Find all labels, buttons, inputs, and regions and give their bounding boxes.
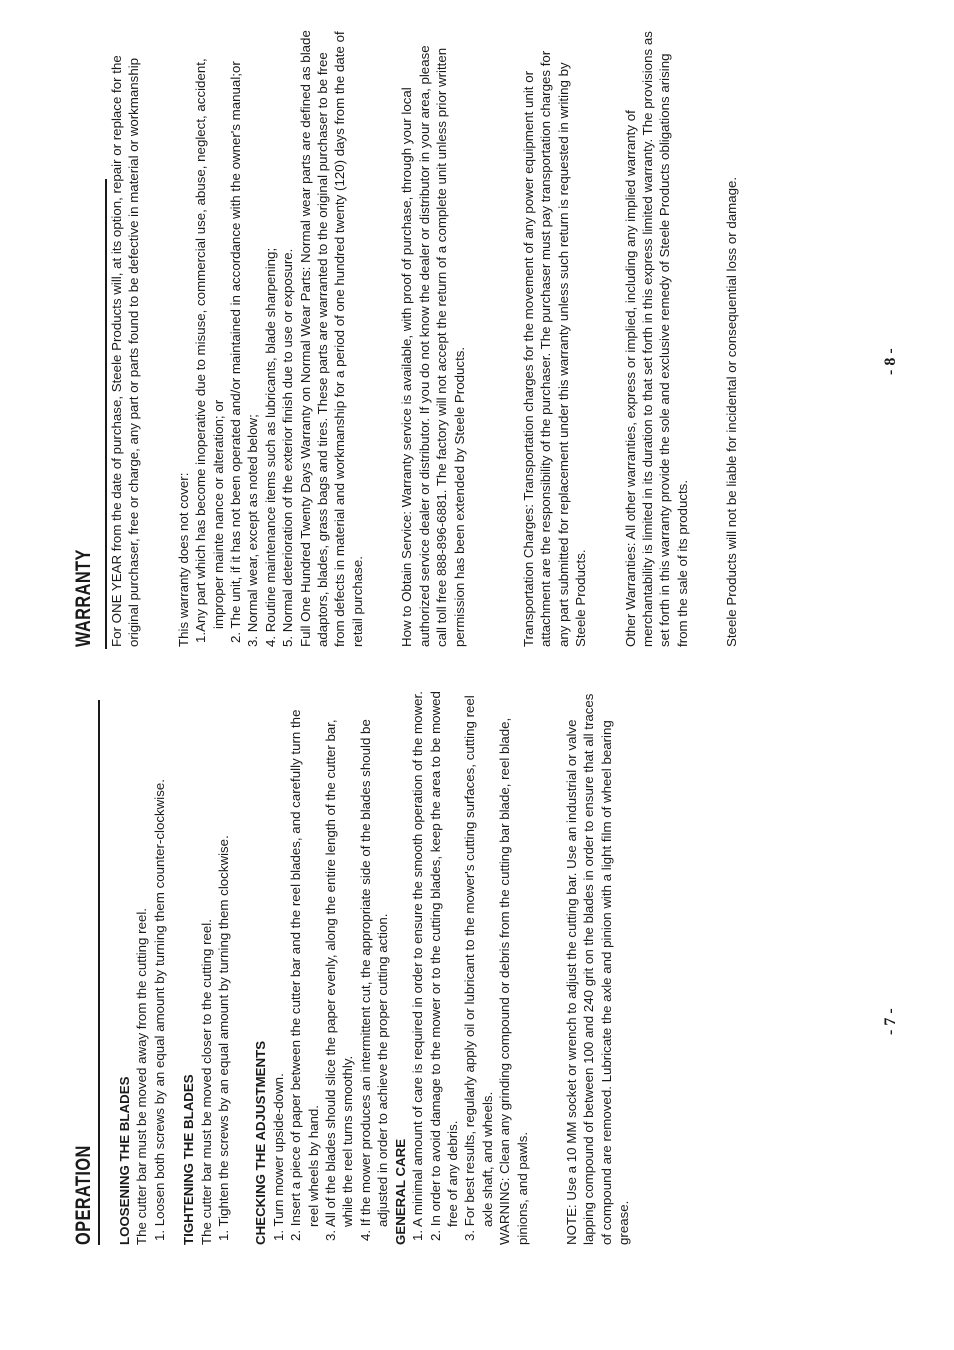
operation-title: OPERATION — [72, 1145, 95, 1245]
warranty-exclusion-3: 3. Normal wear, except as noted below; — [245, 414, 261, 647]
warranty-content — [72, 27, 741, 647]
warranty-exclusion-4: 4. Routine maintenance items such as lubricants, blade sharpening; — [262, 247, 278, 647]
warranty-wear-parts: Full One Hundred Twenty Days Warranty on Normal Wear Parts: Normal wear parts are defined as blade adaptors, blades, grass bags and tires. These parts are warranted to the original purchaser to be free from defects in material and workmanship for a period of one hundred twenty (120) days from the date of retail purchase. — [297, 30, 365, 647]
warranty-intro: For ONE YEAR from the date of purchase, Steele Products will, at its option, repair or replace for the original purchaser, free or charge, any part or parts found to be defective in material or workmanship — [109, 55, 142, 647]
general-care-step-3: 3. For best results, regularly apply oil or lubricant to the mower's cutting surfaces, cutting reel axle shaft, and wheels. — [462, 695, 495, 1241]
general-care-heading: GENERAL CARE — [392, 1138, 408, 1245]
checking-step-4: 4. If the mower produces an intermittent cut, the appropriate side of the blades should be adjusted in order to achieve the proper cutting action. — [357, 719, 391, 1241]
loosening-step-1: 1. Loosen both screws by an equal amount by turning them counter-clockwise. — [151, 779, 167, 1241]
checking-step-2: 2. Insert a piece of paper between the cutter bar and the reel blades, and carefully turn the reel wheels by hand. — [288, 709, 321, 1241]
warranty-title-rule — [105, 179, 107, 649]
general-care-step-1: 1. A minimal amount of care is required in order to ensure the smooth operation of the mower. — [410, 691, 426, 1241]
page-number-8: - 8 - — [882, 348, 899, 375]
general-care-step-2: 2. In order to avoid damage to the mower or to the cutting blades, keep the area to be mowed free of any debris. — [427, 691, 460, 1241]
warranty-exclusion-5: 5. Normal deterioration of the exterior finish due to use or exposure. — [280, 248, 296, 647]
operation-page — [0, 675, 954, 1350]
warranty-service: How to Obtain Service: Warranty service is available, with proof of purchase, through your local authorized service dealer or distributor. If you do not know the dealer or distributor in your area, please call toll free 888-896-6881. The factory will not accept the return of a complete unit unless prior written permission has been extended by Steele Products. — [399, 45, 467, 647]
operation-content — [72, 690, 633, 1245]
warranty-liability: Steele Products will not be liable for incidental or consequential loss or damage. — [724, 176, 740, 647]
checking-step-1: 1. Turn mower upside-down. — [270, 1073, 286, 1241]
page-number-7: - 7 - — [882, 1008, 899, 1035]
checking-heading: CHECKING THE ADJUSTMENTS — [253, 1040, 269, 1245]
warranty-exclusion-2: 2. The unit, if it has not been operated and/or maintained in accordance with the owner's manual;or — [228, 61, 244, 643]
loosening-intro: The cutter bar must be moved away from the cutting reel. — [134, 907, 150, 1245]
general-care-warning: WARNING: Clean any grinding compound or debris from the cutting bar blade, reel blade, pinions, and pawls. — [497, 717, 530, 1245]
tightening-heading: TIGHTENING THE BLADES — [181, 1074, 197, 1245]
warranty-exclusion-1: 1.Any part which has become inoperative due to misuse, commercial use, abuse, neglect, accident, improper mainte nance or alteration; or — [193, 58, 226, 643]
tightening-intro: The cutter bar must be moved closer to the cutting reel. — [198, 919, 214, 1245]
warranty-other: Other Warranties: All other warranties, express or implied, including any implied warranty of merchantability is limited in its duration to that set forth in this express limited warranty. The provisions as set forth in this warranty provide the sole and exclusive remedy of Steele Products obligations arising from the sale of its products. — [622, 31, 690, 647]
operation-note: NOTE: Use a 10 MM socket or wrench to adjust the cutting bar. Use an industrial or valve lapping compound of between 100 and 240 grit on the blades in order to ensure that all traces of compound are removed. Lubricate the axle and pinion with a light film of wheel bearing grease. — [563, 693, 632, 1245]
warranty-exclusions-intro: This warranty does not cover: — [175, 472, 191, 647]
tightening-step-1: 1. Tighten the screws by an equal amount by turning them clockwise. — [216, 835, 232, 1241]
warranty-title: WARRANTY — [72, 549, 95, 647]
loosening-heading: LOOSENING THE BLADES — [117, 1076, 132, 1245]
operation-title-rule — [98, 700, 100, 1245]
checking-step-3: 3. All of the blades should slice the paper evenly, along the entire length of the cutter bar, while the reel turns smoothly. — [323, 719, 356, 1241]
warranty-transportation: Transportation Charges: Transportation charges for the movement of any power equipment unit or attachment are the responsibility of the purchaser. The purchaser must pay transportation charges for any part submitted for replacement under this warranty unless such return is requested in writing by Steele Products. — [520, 50, 589, 647]
